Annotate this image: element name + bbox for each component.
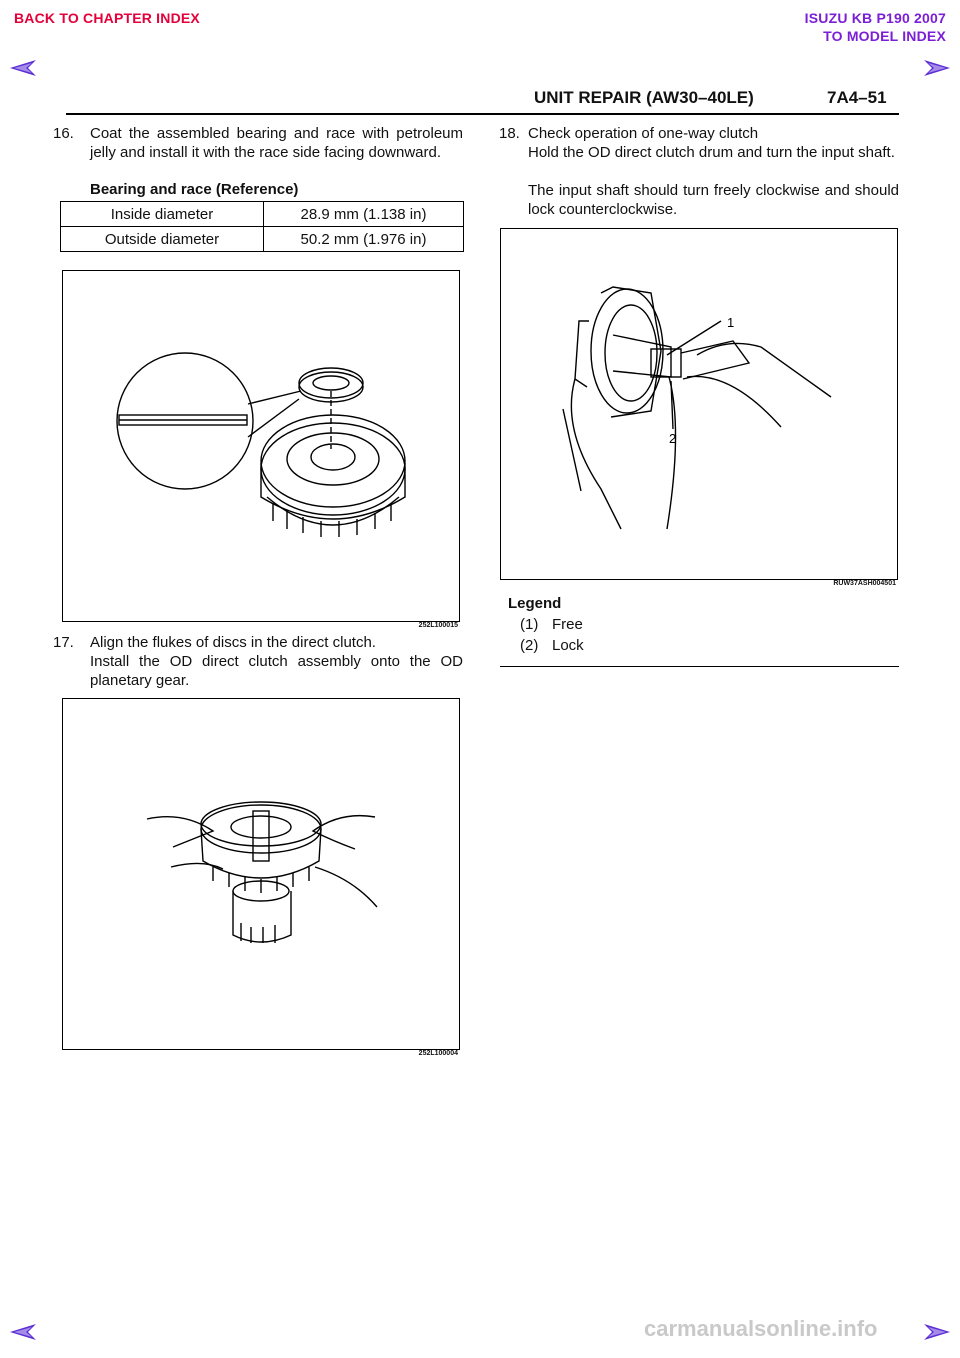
step-18 [499,124,899,224]
table-row [61,227,464,252]
figure-code: RUW37ASH004501 [833,580,896,587]
figure-code: 252L100015 [418,622,458,629]
table-cell-value: 50.2 mm (1.976 in) [264,227,464,252]
table-cell-value: 28.9 mm (1.138 in) [264,202,464,227]
page-number: 7A4–51 [827,88,887,107]
table-row [61,202,464,227]
step-text-line3: The input shaft should turn freely clockwise and should lock counterclockwise. [528,182,899,218]
one-way-clutch-illustration [501,229,897,579]
previous-page-arrow-icon[interactable] [8,1322,38,1342]
section-title: UNIT REPAIR (AW30–40LE) [534,88,754,107]
step-number: 17. [53,634,74,651]
step-number: 18. [499,125,520,142]
callout-2: 2 [669,431,677,446]
table-cell-label: Outside diameter [61,227,264,252]
next-page-arrow-icon[interactable] [922,1322,952,1342]
step-17 [53,633,463,693]
table-title: Bearing and race (Reference) [90,181,299,198]
figure-one-way-clutch-check [500,228,898,580]
section-end-rule [500,666,899,667]
step-text-line2: Install the OD direct clutch assembly onto the OD planetary gear. [90,653,463,689]
watermark: carmanualsonline.info [644,1316,878,1341]
callout-1: 1 [727,315,735,330]
step-text: Coat the assembled bearing and race with petroleum jelly and install it with the race side facing downward. [90,125,463,161]
legend-label: Lock [552,637,584,654]
step-text-line1: Align the flukes of discs in the direct clutch. [90,634,376,651]
legend-number: (1) [520,616,539,633]
next-page-arrow-icon[interactable] [922,58,952,78]
legend-number: (2) [520,637,539,654]
bearing-spec-table [60,201,464,252]
header-rule [66,113,899,115]
step-number: 16. [53,125,74,142]
figure-bearing-race [62,270,460,622]
legend-title: Legend [508,595,562,612]
model-title-link[interactable]: ISUZU KB P190 2007 [804,10,946,26]
legend-label: Free [552,616,583,633]
step-text-line2: Hold the OD direct clutch drum and turn the input shaft. [528,144,895,161]
bearing-race-illustration [63,271,459,621]
back-to-chapter-index-link[interactable]: BACK TO CHAPTER INDEX [14,10,200,26]
step-16 [53,124,463,184]
previous-page-arrow-icon[interactable] [8,58,38,78]
od-clutch-install-illustration [63,699,459,1049]
to-model-index-link[interactable]: TO MODEL INDEX [823,28,946,44]
figure-od-clutch-install [62,698,460,1050]
table-cell-label: Inside diameter [61,202,264,227]
figure-code: 252L100004 [418,1050,458,1057]
step-text-line1: Check operation of one-way clutch [528,125,759,142]
